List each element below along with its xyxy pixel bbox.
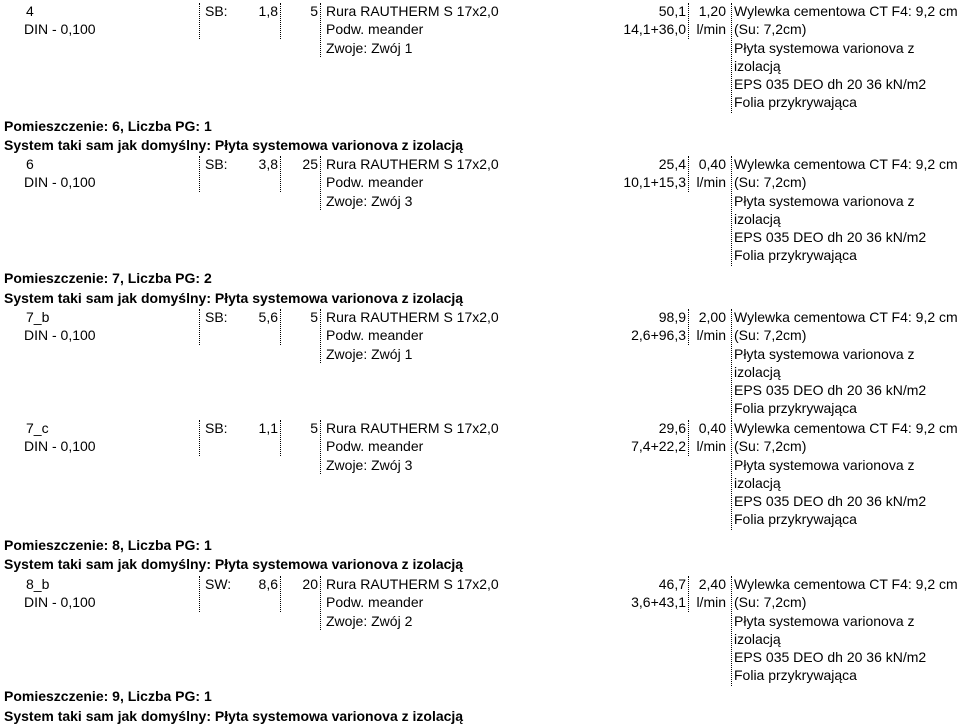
circuit-coil: Zwoje: Zwój 1 <box>326 40 413 56</box>
circuit-layout: Podw. meander <box>326 438 424 454</box>
circuit-spacing: 5 <box>310 3 318 19</box>
circuit-entry-6 <box>0 156 960 266</box>
floor-layer: EPS 035 DEO dh 20 36 kN/m2 <box>734 76 927 92</box>
circuit-q: 5,6 <box>258 309 278 325</box>
room-system-note: System taki sam jak domyślny: Płyta systemowa varionova z izolacją <box>4 556 464 572</box>
column-divider <box>199 309 200 345</box>
circuit-spacing: 20 <box>302 576 318 592</box>
circuit-q: 3,8 <box>258 156 278 172</box>
circuit-flow-unit: l/min <box>696 327 726 343</box>
floor-layer: Folia przykrywająca <box>734 247 857 263</box>
column-divider <box>731 309 732 419</box>
floor-layer: Wylewka cementowa CT F4: 9,2 cm <box>734 3 958 19</box>
circuit-system: SB: <box>205 3 228 19</box>
column-divider <box>280 3 281 39</box>
floor-layer: (Su: 7,2cm) <box>734 174 807 190</box>
circuit-entry-7c <box>0 420 960 530</box>
room-title: Pomieszczenie: 9, Liczba PG: 1 <box>4 688 212 704</box>
floor-layer: Płyta systemowa varionova z <box>734 613 915 629</box>
circuit-system: SB: <box>205 309 228 325</box>
floor-layer: Płyta systemowa varionova z <box>734 193 915 209</box>
floor-layer: izolacją <box>734 211 781 227</box>
circuit-q: 8,6 <box>258 576 278 592</box>
circuit-id: 4 <box>26 3 34 19</box>
circuit-coil: Zwoje: Zwój 3 <box>326 193 413 209</box>
column-divider <box>280 156 281 192</box>
circuit-length: 98,9 <box>658 309 686 325</box>
column-divider <box>688 309 689 345</box>
column-divider <box>199 420 200 456</box>
floor-layer: Folia przykrywająca <box>734 400 857 416</box>
circuit-flow: 2,40 <box>698 576 726 592</box>
circuit-spacing: 5 <box>310 309 318 325</box>
floor-layer: Folia przykrywająca <box>734 511 857 527</box>
floor-layer: EPS 035 DEO dh 20 36 kN/m2 <box>734 649 927 665</box>
circuit-id: 7_c <box>26 420 49 436</box>
circuit-entry-4 <box>0 3 960 113</box>
column-divider <box>199 576 200 612</box>
floor-layer: (Su: 7,2cm) <box>734 327 807 343</box>
circuit-system: SB: <box>205 420 228 436</box>
circuit-coil: Zwoje: Zwój 2 <box>326 613 413 629</box>
circuit-entry-7b <box>0 309 960 419</box>
column-divider <box>320 309 321 363</box>
circuit-norm: DIN - 0,100 <box>24 21 96 37</box>
column-divider <box>320 576 321 630</box>
circuit-length: 50,1 <box>658 3 686 19</box>
floor-layer: EPS 035 DEO dh 20 36 kN/m2 <box>734 229 927 245</box>
circuit-flow-unit: l/min <box>696 438 726 454</box>
circuit-length-split: 2,6+96,3 <box>631 327 686 343</box>
floor-layer: izolacją <box>734 364 781 380</box>
circuit-length: 46,7 <box>658 576 686 592</box>
circuit-layout: Podw. meander <box>326 594 424 610</box>
circuit-q: 1,8 <box>258 3 278 19</box>
floor-layer: (Su: 7,2cm) <box>734 21 807 37</box>
circuit-length-split: 14,1+36,0 <box>623 21 686 37</box>
column-divider <box>688 3 689 39</box>
room-system-note: System taki sam jak domyślny: Płyta systemowa varionova z izolacją <box>4 290 464 306</box>
circuit-id: 8_b <box>26 576 50 592</box>
circuit-spacing: 5 <box>310 420 318 436</box>
circuit-spacing: 25 <box>302 156 318 172</box>
floor-layer: Wylewka cementowa CT F4: 9,2 cm <box>734 156 958 172</box>
circuit-length: 25,4 <box>658 156 686 172</box>
column-divider <box>280 309 281 345</box>
circuit-layout: Podw. meander <box>326 327 424 343</box>
floor-layer: Płyta systemowa varionova z <box>734 457 915 473</box>
floor-layer: EPS 035 DEO dh 20 36 kN/m2 <box>734 382 927 398</box>
floor-layer: izolacją <box>734 475 781 491</box>
circuit-norm: DIN - 0,100 <box>24 174 96 190</box>
circuit-pipe: Rura RAUTHERM S 17x2,0 <box>326 309 499 325</box>
column-divider <box>688 156 689 192</box>
circuit-flow-unit: l/min <box>696 174 726 190</box>
column-divider <box>320 3 321 57</box>
column-divider <box>688 576 689 612</box>
circuit-flow-unit: l/min <box>696 594 726 610</box>
circuit-id: 7_b <box>26 309 50 325</box>
floor-layer: (Su: 7,2cm) <box>734 594 807 610</box>
column-divider <box>731 3 732 113</box>
circuit-flow: 0,40 <box>698 156 726 172</box>
circuit-length-split: 10,1+15,3 <box>623 174 686 190</box>
circuit-coil: Zwoje: Zwój 1 <box>326 346 413 362</box>
circuit-length-split: 3,6+43,1 <box>631 594 686 610</box>
circuit-pipe: Rura RAUTHERM S 17x2,0 <box>326 576 499 592</box>
circuit-layout: Podw. meander <box>326 174 424 190</box>
floor-layer: Wylewka cementowa CT F4: 9,2 cm <box>734 309 958 325</box>
floor-layer: Folia przykrywająca <box>734 667 857 683</box>
floor-layer: izolacją <box>734 58 781 74</box>
circuit-length: 29,6 <box>658 420 686 436</box>
floor-layer: (Su: 7,2cm) <box>734 438 807 454</box>
circuit-norm: DIN - 0,100 <box>24 327 96 343</box>
circuit-pipe: Rura RAUTHERM S 17x2,0 <box>326 420 499 436</box>
circuit-flow: 1,20 <box>698 3 726 19</box>
room-system-note: System taki sam jak domyślny: Płyta systemowa varionova z izolacją <box>4 137 464 153</box>
room-title: Pomieszczenie: 6, Liczba PG: 1 <box>4 118 212 134</box>
column-divider <box>199 3 200 39</box>
circuit-norm: DIN - 0,100 <box>24 594 96 610</box>
column-divider <box>731 420 732 530</box>
floor-layer: EPS 035 DEO dh 20 36 kN/m2 <box>734 493 927 509</box>
circuit-entry-8b <box>0 576 960 686</box>
column-divider <box>280 576 281 612</box>
column-divider <box>320 420 321 474</box>
room-system-note: System taki sam jak domyślny: Płyta systemowa varionova z izolacją <box>4 708 464 724</box>
circuit-pipe: Rura RAUTHERM S 17x2,0 <box>326 3 499 19</box>
floor-layer: Wylewka cementowa CT F4: 9,2 cm <box>734 420 958 436</box>
column-divider <box>731 156 732 266</box>
circuit-flow-unit: l/min <box>696 21 726 37</box>
room-title: Pomieszczenie: 8, Liczba PG: 1 <box>4 537 212 553</box>
circuit-q: 1,1 <box>258 420 278 436</box>
column-divider <box>731 576 732 686</box>
circuit-coil: Zwoje: Zwój 3 <box>326 457 413 473</box>
circuit-system: SW: <box>205 576 232 592</box>
floor-layer: Folia przykrywająca <box>734 94 857 110</box>
floor-layer: izolacją <box>734 631 781 647</box>
column-divider <box>280 420 281 456</box>
circuit-flow: 0,40 <box>698 420 726 436</box>
floor-layer: Płyta systemowa varionova z <box>734 40 915 56</box>
circuit-system: SB: <box>205 156 228 172</box>
column-divider <box>320 156 321 210</box>
room-title: Pomieszczenie: 7, Liczba PG: 2 <box>4 270 212 286</box>
circuit-length-split: 7,4+22,2 <box>631 438 686 454</box>
column-divider <box>199 156 200 192</box>
floor-layer: Wylewka cementowa CT F4: 9,2 cm <box>734 576 958 592</box>
circuit-id: 6 <box>26 156 34 172</box>
circuit-pipe: Rura RAUTHERM S 17x2,0 <box>326 156 499 172</box>
floor-layer: Płyta systemowa varionova z <box>734 346 915 362</box>
circuit-norm: DIN - 0,100 <box>24 438 96 454</box>
circuit-layout: Podw. meander <box>326 21 424 37</box>
column-divider <box>688 420 689 456</box>
circuit-flow: 2,00 <box>698 309 726 325</box>
